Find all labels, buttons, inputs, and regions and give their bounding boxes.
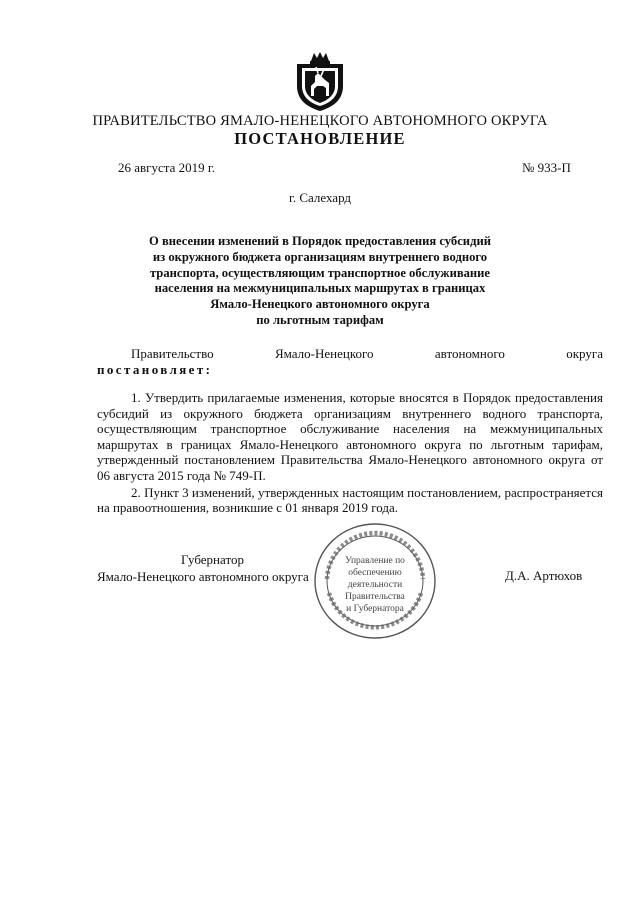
seal-line: Управление по [345, 556, 405, 566]
document-date: 26 августа 2019 г. [118, 160, 215, 175]
seal-line: и Губернатора [346, 604, 404, 614]
title-line: населения на межмуниципальных маршрутах в границах [154, 281, 486, 296]
position-title: Губернатор [181, 552, 244, 567]
resolution-items [97, 390, 603, 517]
document-type: ПОСТАНОВЛЕНИЕ [234, 129, 406, 148]
title-line: по льготным тарифам [256, 312, 384, 327]
document-city: г. Салехард [288, 190, 352, 205]
preamble [97, 346, 603, 378]
preamble-word: Ямало-Ненецкого [274, 346, 374, 361]
seal-line: обеспечению [348, 568, 402, 578]
government-name: ПРАВИТЕЛЬСТВО ЯМАЛО-НЕНЕЦКОГО АВТОНОМНОГО ОКРУГА [92, 113, 548, 129]
preamble-line [97, 346, 603, 362]
seal-line: Правительства [345, 592, 405, 602]
title-line: транспорта, осуществляющим транспортное обслуживание [149, 265, 491, 280]
preamble-word: Правительство [131, 346, 214, 361]
preamble-word: округа [566, 346, 603, 361]
resolves-word: постановляет: [97, 362, 213, 377]
document-title [120, 234, 520, 329]
document-number: № 933-П [522, 160, 571, 175]
signatory-position [97, 551, 337, 585]
title-line: Ямало-Ненецкого автономного округа [210, 297, 430, 312]
resolution-item-2: 2. Пункт 3 изменений, утвержденных настоящим постановлением, распространяется на правоотношения, возникшие с 01 января 2019 года. [97, 484, 603, 516]
preamble-word: автономного [434, 346, 505, 361]
title-line: О внесении изменений в Порядок предоставления субсидий [149, 234, 491, 248]
seal-line: деятельности [347, 580, 403, 590]
coat-of-arms-icon [293, 50, 347, 112]
resolution-item-1: 1. Утвердить прилагаемые изменения, которые вносятся в Порядок предоставления субсидий из окружного бюджета организациям внутреннего водного транспорта, осуществляющим транспортное обслуживание населения на межмуниципальных маршрутах в границах Ямало-Ненецкого автономного округа по льготным тарифам, утвержденный постановлением Правительства Ямало-Ненецкого автономного округа от 06 августа 2015 года № 749-П. [97, 390, 603, 483]
official-seal-icon [313, 521, 437, 641]
title-line: из окружного бюджета организациям внутреннего водного [152, 249, 488, 264]
position-region: Ямало-Ненецкого автономного округа [97, 569, 309, 584]
signatory-name: Д.А. Артюхов [505, 568, 583, 583]
